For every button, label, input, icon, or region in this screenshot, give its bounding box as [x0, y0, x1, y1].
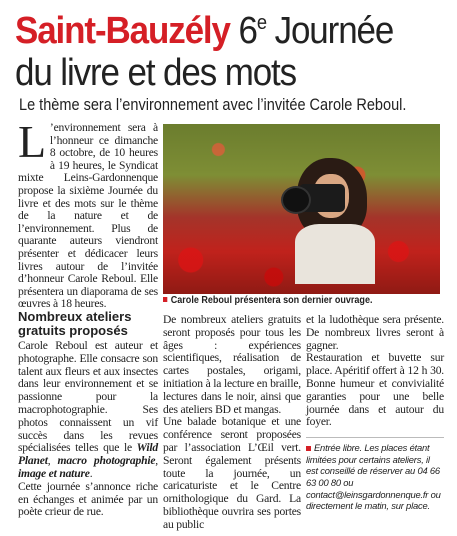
- paragraph-restauration: Restauration et buvette sur place. Apéritif offert à 12 h 30. Bonne humeur et convivialité garanties pour une belle journée dans et autour du foyer.: [306, 351, 444, 429]
- magazine-image-et-nature: image et nature: [18, 466, 90, 480]
- intro-text: ’environnement sera à l’honneur ce dimanche 8 octobre, de 10 heures à 19 heures, le Syndicat mixte Leins-Gardonnenque propose la sixième Journée du livre et des mots sur le thème de la nature et de l’environnement. Plus de quarante auteurs viendront présenter et dédicacer leurs livres autour de l’invitée d’honneur Carole Reboul. Elle présentera un diaporama de ses œuvres à 18 heures.: [18, 121, 158, 311]
- magazine-wild-planet: Wild Planet: [18, 441, 158, 468]
- camera-lens-icon: [281, 186, 311, 214]
- paragraph-balade: Une balade botanique et une conférence seront proposées par l’association L’Œil vert. Seront également présents toute la journée, un caricaturiste et le Centre ornithologique du Gard. La bibliothèque ouvrira ses portes au public: [163, 415, 301, 531]
- photo-shirt: [295, 224, 375, 284]
- subheadline: Le thème sera l’environnement avec l’invitée Carole Reboul.: [19, 96, 407, 114]
- info-box: [306, 437, 444, 512]
- column-2-body: [163, 314, 301, 532]
- p1-mid: ,: [47, 454, 58, 468]
- drop-cap: L: [18, 116, 46, 167]
- column-3-body: [306, 314, 444, 512]
- intro-column: [18, 116, 158, 311]
- photo-caption-text: Carole Reboul présentera son dernier ouvrage.: [170, 294, 373, 306]
- info-text: Entrée libre. Les places étant limitées pour certains ateliers, il est conseillé de réserver au 04 66 63 00 80 ou contact@leinsgardonnenque.fr ou directement le matin, sur place.: [306, 442, 441, 512]
- column-1-body: [18, 340, 158, 519]
- caption-bullet-icon: [163, 297, 167, 302]
- section-title: Nombreux ateliers gratuits proposés: [18, 309, 132, 338]
- headline-ordinal: [239, 10, 394, 52]
- headline-line1: Journée: [265, 10, 394, 52]
- paragraph-carole: [18, 340, 158, 481]
- photo-caption: [163, 294, 404, 306]
- headline-ordinal-number: 6: [238, 10, 257, 52]
- paragraph-ateliers: De nombreux ateliers gratuits seront proposés pour tous les âges : expériences scientifiques, réalisation de cartes postales, origami, initiation à la lecture en braille, lectures dans le noir, ainsi que des ateliers BD et mangas.: [163, 313, 301, 416]
- paragraph-journee: Cette journée s’annonce riche en échanges et animée par un poète crieur de rue.: [18, 479, 158, 519]
- p1-mid2: ,: [155, 454, 158, 468]
- magazine-macro-photographie: macro photographie: [57, 454, 156, 468]
- photo-carole-reboul: [163, 124, 440, 294]
- p1-before: Carole Reboul est auteur et photographe. Elle consacre son talent aux fleurs et aux insectes dans leur environnement et se passionne pour la macrophotographie. Ses photos connaissent un vif succès dans les revues spécialisées telles que le: [18, 339, 158, 455]
- headline: [15, 2, 420, 94]
- headline-place: Saint-Bauzély: [15, 10, 230, 52]
- p1-end: .: [89, 466, 93, 480]
- paragraph-ludotheque: et la ludothèque sera présente. De nombreux livres seront à gagner.: [306, 313, 444, 352]
- headline-ordinal-sup: e: [256, 12, 266, 34]
- headline-line2: du livre et des mots: [15, 52, 297, 94]
- info-bullet-icon: [306, 446, 311, 451]
